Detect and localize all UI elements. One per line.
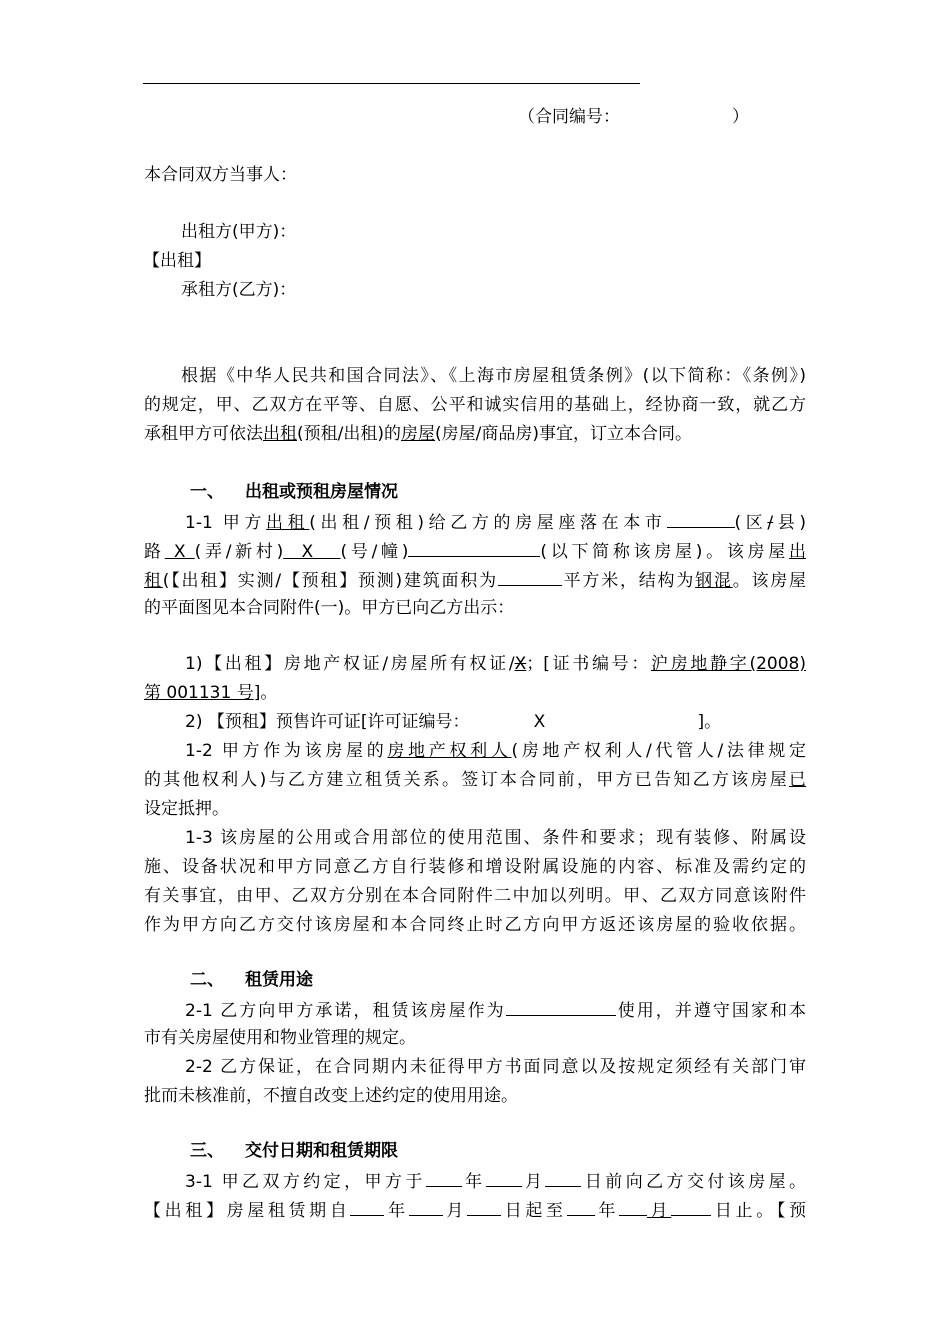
section-2-number: 二、	[190, 970, 224, 990]
lessee-label: 承租方(乙方)：	[181, 280, 297, 300]
preamble-line-3: 承租甲方可依法出租(预租/出租)的房屋(房屋/商品房)事宜，订立本合同。	[144, 424, 692, 444]
clause-1-3-line-2: 施、设备状况和甲方同意乙方自行装修和增设附属设施的内容、标准及需约定的	[144, 857, 806, 877]
clause-1-2-line-3: 设定抵押。	[144, 799, 229, 819]
contract-number-close: ）	[732, 107, 749, 127]
section-3-number: 三、	[190, 1141, 224, 1161]
clause-1-3-line-4: 作为甲方向乙方交付该房屋和本合同终止时乙方向甲方返还该房屋的验收依据。	[144, 915, 806, 935]
clause-1-1-line-2: 路 X (弄/新村) X (号/幢) (以下简称该房屋)。该房屋出	[144, 539, 806, 563]
section-1-title: 出租或预租房屋情况	[245, 482, 398, 502]
lessor-label: 出租方(甲方)：	[181, 222, 297, 242]
end-day-blank	[671, 1198, 711, 1216]
contract-number-label: （合同编号：	[518, 107, 620, 127]
section-1-number: 一、	[190, 482, 224, 502]
clause-1-1-line-4: 的平面图见本合同附件(一)。甲方已向乙方出示：	[144, 598, 515, 618]
usage-blank	[506, 998, 616, 1016]
delivery-year-blank	[426, 1169, 462, 1187]
section-3-title: 交付日期和租赁期限	[245, 1141, 398, 1161]
section-2-title: 租赁用途	[245, 970, 313, 990]
delivery-month-blank	[486, 1169, 522, 1187]
start-month-blank	[409, 1198, 443, 1216]
rent-tag: 【出租】	[143, 251, 211, 271]
clause-1-1-line-1: 1-1 甲方出租(出租/预租)给乙方的房屋座落在本市 (区/县)	[185, 510, 806, 534]
clause-3-1-line-2: 【出租】房屋租赁期自 年 月 日起至 年 月 日止。【预	[144, 1198, 806, 1222]
delivery-day-blank	[545, 1169, 581, 1187]
structure-value: 钢混	[695, 571, 733, 591]
lease-type-value: 出租	[263, 424, 297, 444]
cert-item-1-line-2: 第 001131 号]。	[144, 683, 278, 703]
clause-2-1-line-2: 市有关房屋使用和物业管理的规定。	[144, 1028, 416, 1048]
road-value: X	[164, 542, 195, 562]
property-type-value: 房屋	[401, 424, 435, 444]
permit-number-value: X	[533, 712, 546, 732]
clause-1-2-line-1: 1-2 甲方作为该房屋的房地产权利人(房地产权利人/代管人/法律规定	[185, 741, 807, 761]
preamble-line-2: 的规定，甲、乙双方在平等、自愿、公平和诚实信用的基础上，经协商一致，就乙方	[144, 395, 806, 415]
clause-3-1-line-1: 3-1 甲乙双方约定，甲方于 年 月 日前向乙方交付该房屋。	[185, 1169, 806, 1193]
clause-1-2-line-2: 的其他权利人)与乙方建立租赁关系。签订本合同前，甲方已告知乙方该房屋已	[144, 770, 806, 790]
end-year-blank	[567, 1198, 595, 1216]
cert-item-2: 2) 【预租】预售许可证[许可证编号： X ]。	[185, 712, 722, 732]
cert-number-value: 沪房地静字(2008)	[651, 654, 806, 674]
cert-item-1: 1)【出租】房地产权证/房屋所有权证/X；[证书编号：沪房地静字(2008)	[185, 654, 806, 674]
district-blank	[667, 510, 735, 528]
clause-2-2-line-2: 批而未核准前，不擅自改变上述约定的使用用途。	[144, 1086, 518, 1106]
end-month-blank	[619, 1198, 647, 1216]
clause-2-2-line-1: 2-2 乙方保证，在合同期内未征得甲方书面同意以及按规定须经有关部门审	[185, 1057, 806, 1077]
area-blank	[498, 568, 562, 586]
clause-1-3-line-1: 1-3 该房屋的公用或合用部位的使用范围、条件和要求；现有装修、附属设	[185, 828, 806, 848]
clause-2-1-line-1: 2-1 乙方向甲方承诺，租赁该房屋作为 使用，并遵守国家和本	[185, 998, 806, 1022]
clause-1-3-line-3: 有关事宜，由甲、乙双方分别在本合同附件二中加以列明。甲、乙双方同意该附件	[144, 886, 806, 906]
clause-1-1-line-3: 租(【出租】实测/【预租】预测)建筑面积为 平方米，结构为钢混。该房屋	[144, 568, 806, 592]
preamble-line-1: 根据《中华人民共和国合同法》、《上海市房屋租赁条例》(以下简称：《条例》)	[181, 366, 806, 386]
parties-intro: 本合同双方当事人：	[144, 165, 297, 185]
start-day-blank	[467, 1198, 501, 1216]
top-rule	[143, 83, 640, 84]
contract-number	[518, 106, 749, 128]
number-blank	[408, 539, 540, 557]
start-year-blank	[350, 1198, 384, 1216]
lane-value: X	[283, 542, 341, 562]
owner-type-value: 房地产权利人	[387, 741, 512, 761]
